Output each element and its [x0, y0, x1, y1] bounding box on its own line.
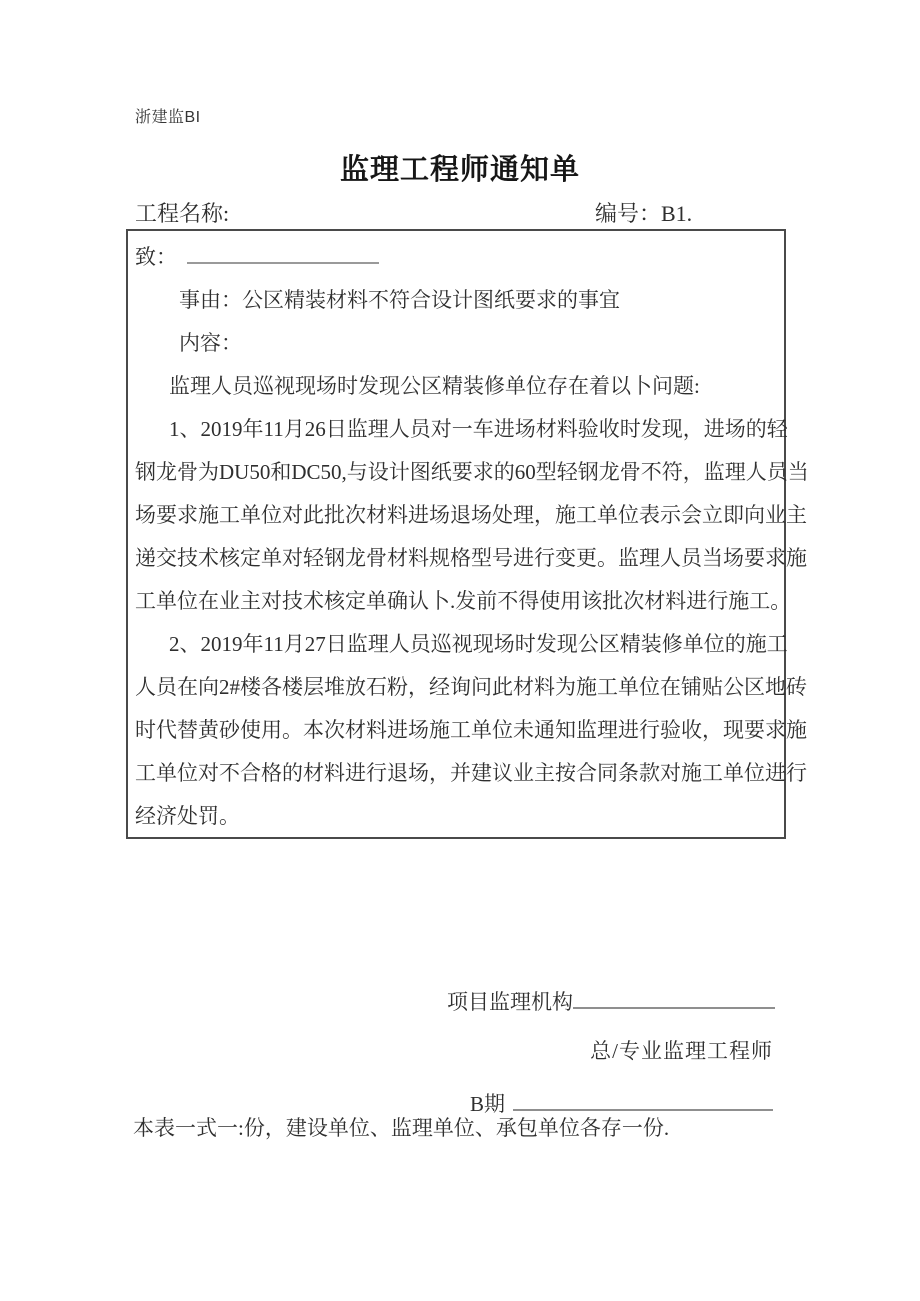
supervision-org-blank	[573, 986, 775, 1009]
doc-number-field	[595, 197, 705, 231]
engineer-signature-label: 总/专业监理工程师	[590, 1039, 773, 1063]
project-name-field	[135, 197, 585, 231]
notice-line: 递交技术核定单对轻钢龙骨材料规格型号进行变更。监理人员当场要求施	[135, 546, 807, 570]
to-label: 致：	[135, 245, 177, 269]
distribution-note: 本表一式一:份，建设单位、监理单位、承包单位各存一份.	[133, 1116, 670, 1140]
page-title: 监理工程师通知单	[339, 154, 580, 186]
notice-content-box	[126, 229, 809, 839]
doc-number-label: 编号：B1.	[595, 201, 693, 226]
notice-line: 时代替黄砂使用。本次材料进场施工单位未通知监理进行验收，现要求施	[135, 718, 807, 742]
to-line	[135, 236, 781, 279]
date-label: B期	[470, 1092, 506, 1116]
notice-line: 监理人员巡视现场时发现公区精装修单位存在着以卜问题:	[169, 374, 700, 398]
notice-line: 人员在向2#楼各楼层堆放石粉，经询问此材料为施工单位在铺贴公区地砖	[135, 675, 807, 699]
to-blank-field	[187, 241, 379, 264]
date-blank	[513, 1088, 773, 1111]
notice-line: 钢龙骨为DU50和DC50,与设计图纸要求的60型轻钢龙骨不符，监理人员当	[135, 460, 809, 484]
project-name-label: 工程名称:	[135, 201, 230, 226]
notice-line: 工单位对不合格的材料进行退场，并建议业主按合同条款对施工单位进行	[135, 761, 807, 785]
supervision-org-line	[447, 986, 775, 1016]
notice-line: 内容：	[179, 331, 242, 355]
notice-line: 1、2019年11月26日监理人员对一车进场材料验收时发现，进场的轻	[169, 417, 788, 441]
notice-line: 2、2019年11月27日监理人员巡视现场时发现公区精装修单位的施工	[169, 632, 788, 656]
notice-line: 经济处罚。	[135, 804, 240, 828]
notice-line: 场要求施工单位对此批次材料进场退场处理，施工单位表示会立即向业主	[135, 503, 807, 527]
form-code: 浙建监BI	[135, 109, 201, 126]
notice-line: 事由：公区精装材料不符合设计图纸要求的事宜	[179, 288, 620, 312]
notice-line: 工单位在业主对技术核定单确认卜.发前不得使用该批次材料进行施工。	[135, 589, 792, 613]
meta-row	[135, 197, 705, 231]
supervision-org-label: 项目监理机构	[447, 990, 573, 1014]
